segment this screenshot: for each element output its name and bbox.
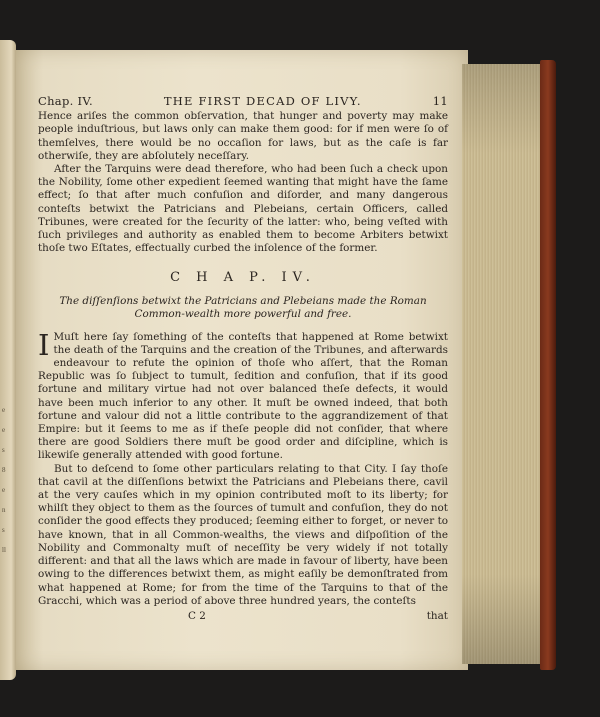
paragraph-second: But to deſcend to ſome other particulars relating to that City. I ſay thoſe that cavil at the diſſenſions betwixt the Patricians and Plebeians there, cavil at the very cauſes which in my opinion contributed moſt to its liberty; for whilſt they object to them as the ſources of tumult and confuſion, they do not conſider the good effects they produced; ſeeming either to forget, or never to have known, that in all Common-wealths, the views and diſpoſition of the Nobility and Commonalty muſt of neceſſity be very widely if not totally different: and that all the laws which are made in favour of liberty, have been owing to the differences betwixt them, as might eaſily be demonſtrated from what happened at Rome; for from the time of the Tarquins to that of the Gracchi, which was a period of above three hundred years, the conteſts bbox=[38, 462, 448, 607]
paragraph-first-text: Muſt here ſay ſomething of the conteſts that happened at Rome betwixt the death of the Tarquins and the creation of the Tribunes, and afterwards endeavour to refute the opinion of thoſe who aſſert, that the Roman Republic was ſo ſubject to tumult, ſedition and confuſion, that if its good fortune and military virtue had not over balanced theſe defects, it would have been much inferior to any other. It muſt be owned indeed, that both fortune and valour did not a little contribute to the aggrandizement of that Empire: but it ſeems to me as if theſe people did not conſider, that where there are good Soldiers there muſt be good order and diſcipline, which is likewiſe generally attended with good fortune. bbox=[38, 330, 448, 462]
signature-mark: C 2 bbox=[188, 609, 206, 622]
paragraph-tarquins: After the Tarquins were dead therefore, who had been ſuch a check upon the Nobility, ſome other expedient ſeemed wanting that might have the ſame effect; ſo that after much confuſion and diſorder, and many dangerous conteſts betwixt the Patricians and Plebeians, certain Officers, called Tribunes, were created for the ſecurity of the latter: who, being veſted with ſuch privileges and authority as enabled them to become Arbiters betwixt thoſe two Eſtates, effectually curbed the inſolence of the former. bbox=[38, 163, 448, 255]
header-chapter: Chap. IV. bbox=[38, 94, 93, 108]
chapter-title: C H A P. IV. bbox=[170, 270, 316, 286]
page-number: 11 bbox=[432, 94, 448, 108]
page-footer bbox=[38, 610, 448, 623]
drop-cap: I bbox=[38, 327, 50, 362]
facing-page-marks: e e s 8 e n s ll bbox=[2, 406, 6, 554]
running-header bbox=[38, 95, 448, 108]
catchword: that bbox=[426, 609, 448, 622]
paragraph-first bbox=[38, 327, 448, 463]
page-text bbox=[38, 95, 448, 623]
facing-page-edge bbox=[0, 40, 16, 680]
header-running-title: THE FIRST DECAD OF LIVY. bbox=[163, 94, 362, 108]
paragraph-intro: Hence ariſes the common obſervation, that hunger and poverty may make people induſtrious, but laws only can make them good: for if men were ſo of themſelves, there would be no occaſion for laws, but as the caſe is far otherwiſe, they are abſolutely neceſſary. bbox=[38, 110, 448, 162]
page-fore-edge bbox=[462, 64, 546, 664]
book-cover-edge bbox=[540, 60, 556, 670]
chapter-summary: The diſſenſions betwixt the Patricians and Plebeians made the Roman Common-wealth more powerful and free. bbox=[59, 294, 427, 320]
